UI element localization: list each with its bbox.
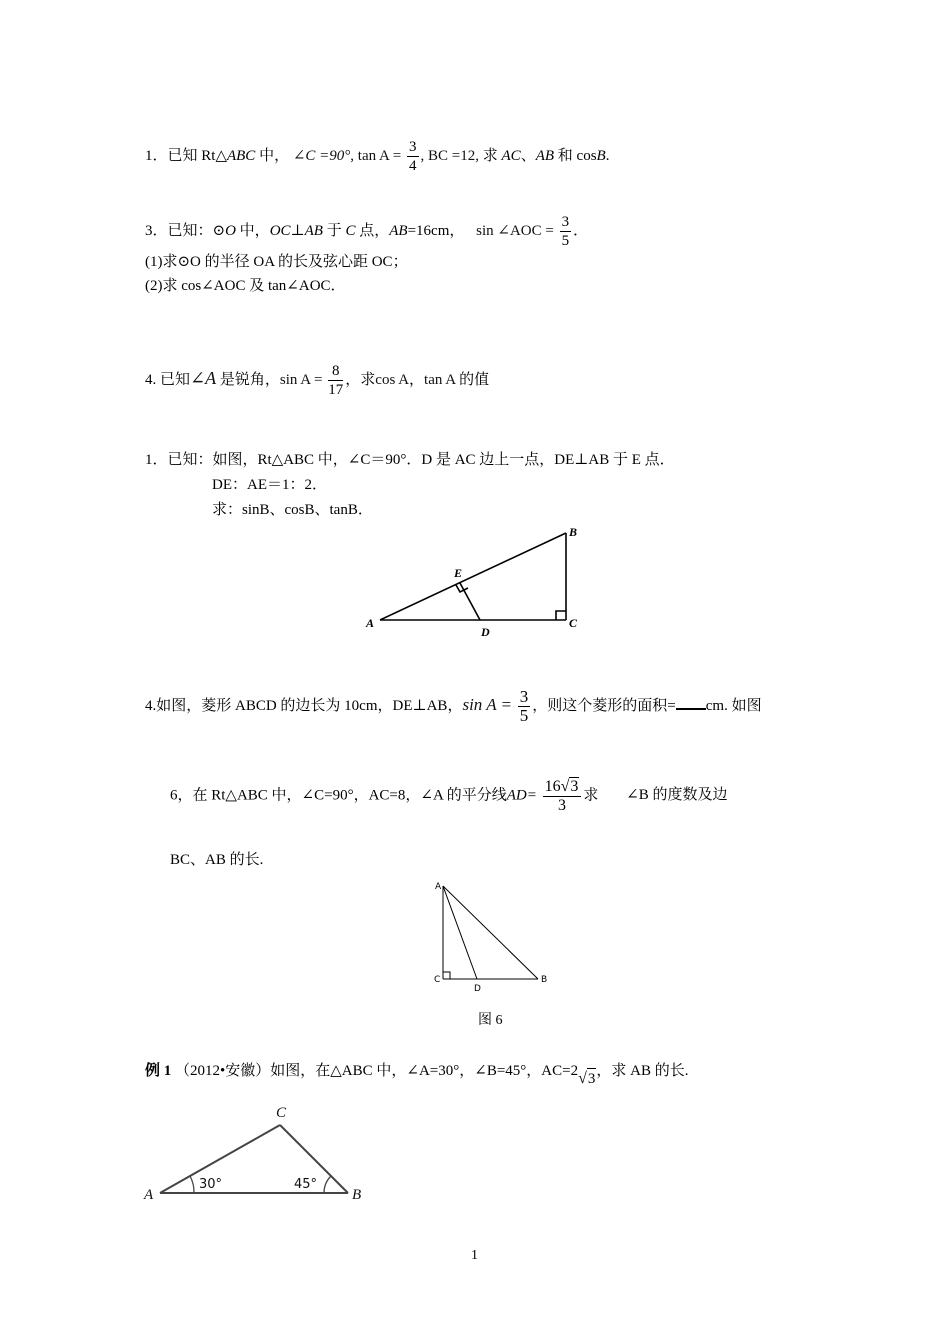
fraction-numerator: 3: [519, 687, 529, 706]
segment-de: [460, 583, 480, 620]
problem-1-ask: 求: [479, 147, 502, 164]
right-angle-c: [443, 972, 450, 979]
problem-3-len: =16cm，: [407, 222, 465, 239]
problem-4b-fraction: [518, 688, 531, 725]
example-1-end: ，求 AB 的长.: [596, 1063, 689, 1079]
problem-4-ask: ，求: [345, 371, 376, 388]
label-e: E: [454, 566, 463, 580]
problem-3-line-2: (1)求⊙O 的半径 OA 的长及弦心距 OC；: [145, 254, 408, 270]
problem-6-angle-b: ∠B 的度数及边: [626, 787, 728, 804]
fraction-denominator: 17: [328, 382, 344, 398]
label-c: C: [434, 975, 441, 985]
problem-1-bc: , BC =12,: [420, 147, 479, 164]
fraction-denominator: 4: [409, 158, 417, 174]
label-c: C: [276, 1105, 287, 1121]
problem-1-ab: AB: [535, 147, 555, 164]
problem-1-number: 1．: [145, 147, 168, 164]
problem-3-sin: sin ∠AOC =: [476, 222, 554, 239]
arc-angle-b: [324, 1176, 331, 1193]
label-angle-a: 30°: [199, 1177, 223, 1192]
problem-6-ad: AD=: [506, 787, 537, 804]
problem-4-pre: 4. 已知: [145, 371, 191, 388]
problem-1b-line-3: 求：sinB、cosB、tanB．: [212, 502, 373, 518]
problem-1-given: 已知 Rt△: [167, 147, 227, 164]
problem-1-fraction: [407, 138, 419, 175]
problem-3-oc-ab: OC⊥AB: [269, 222, 323, 239]
problem-4-comma: ，: [409, 371, 425, 388]
problem-4-cos-a: cos A: [375, 371, 410, 388]
problem-4-end: 的值: [455, 371, 490, 388]
problem-4: [145, 362, 489, 399]
problem-4b-unit: cm. 如图: [705, 697, 762, 714]
problem-3-line-1: [145, 213, 588, 250]
side-ab: [443, 886, 538, 979]
fraction-numerator: 3: [561, 214, 570, 230]
problem-3-ab: AB: [389, 222, 408, 239]
problem-4b-sin-a: sin A =: [462, 694, 513, 714]
label-a: A: [144, 1187, 154, 1203]
fraction-numerator-radicand: 3: [570, 778, 579, 795]
example-1-radicand: 3: [587, 1068, 597, 1089]
label-b: B: [541, 975, 548, 985]
problem-6-ask: 求: [583, 787, 599, 804]
problem-1-angle-c: ∠C =90°: [292, 147, 351, 164]
label-d: D: [474, 984, 481, 994]
example-1: 例 1 （2012•安徽）如图，在△ABC 中，∠A=30°，∠B=45°，AC=2√3，求 AB 的长.: [145, 1063, 689, 1087]
example-1-text: （2012•安徽）如图，在△ABC 中，∠A=30°，∠B=45°，AC=2: [175, 1063, 579, 1079]
problem-4-fraction: [328, 362, 343, 399]
problem-1b-line-1: 1．已知：如图，Rt△ABC 中，∠C＝90°．D 是 AC 边上一点，DE⊥AB 于 E 点．: [145, 452, 675, 468]
problem-1-abc: ABC: [226, 147, 256, 164]
problem-1-ac: AC: [501, 147, 521, 164]
segment-ad: [443, 886, 477, 979]
page-number: 1: [471, 1248, 478, 1263]
problem-6-fraction: $\frac{16√3}{3}$: [543, 777, 582, 815]
problem-1-end: .: [605, 147, 610, 164]
problem-4b-pre: 4.如图，菱形 ABCD 的边长为 10cm，DE⊥AB，: [145, 697, 463, 714]
problem-4b: [145, 688, 762, 725]
problem-6-line-1: [170, 777, 727, 815]
label-angle-b: 45°: [294, 1177, 318, 1192]
example-1-label: 例 1: [145, 1063, 172, 1079]
problem-3-mid: 中，: [235, 222, 270, 239]
problem-3-c-pre: 于: [322, 222, 346, 239]
problem-3-dot: ．: [573, 222, 589, 239]
arc-angle-a: [190, 1176, 194, 1193]
problem-1-mid: 中，: [255, 147, 290, 164]
problem-4-sin-a: sin A =: [279, 371, 323, 388]
label-b: B: [569, 525, 578, 539]
label-c: C: [569, 616, 578, 630]
problem-3-line-3: (2)求 cos∠AOC 及 tan∠AOC．: [145, 278, 346, 294]
label-b: B: [352, 1187, 362, 1203]
label-a: A: [435, 882, 442, 892]
label-d: D: [481, 625, 490, 639]
triangle-figure-6: [430, 875, 560, 995]
right-angle-c: [556, 611, 566, 620]
problem-4-tan-a: tan A: [424, 371, 456, 388]
fraction-denominator: 3: [557, 797, 566, 814]
problem-6-line-2: BC、AB 的长.: [170, 852, 264, 868]
problem-3-c: C: [345, 222, 356, 239]
problem-1-tan-a: , tan A =: [350, 147, 402, 164]
problem-1-sep: 、: [520, 147, 536, 164]
problem-1-b: B: [596, 147, 606, 164]
answer-blank[interactable]: [676, 694, 706, 710]
fraction-numerator-int: 16: [544, 778, 561, 795]
problem-4-angle-a: ∠A: [190, 367, 217, 388]
triangle-figure-1: [360, 520, 590, 645]
fraction-numerator: 8: [328, 362, 343, 381]
fraction-denominator: 5: [561, 233, 570, 249]
figure-6-caption: 图 6: [478, 1013, 503, 1028]
fraction-denominator: 5: [519, 706, 529, 725]
label-a: A: [366, 616, 375, 630]
problem-1: [145, 138, 609, 175]
problem-4-mid: 是锐角，: [216, 371, 280, 388]
problem-1-and: 和 cos: [554, 147, 597, 164]
problem-3-pre: 3．已知：⊙: [145, 222, 226, 239]
problem-1b-line-2: DE：AE＝1：2．: [212, 477, 327, 493]
problem-3-fraction: [560, 213, 572, 250]
triangle-figure-example: [140, 1098, 375, 1206]
problem-4b-post: ，则这个菱形的面积=: [532, 697, 676, 714]
problem-3-d: 点，: [355, 222, 390, 239]
problem-3-o: O: [225, 222, 236, 239]
fraction-numerator: 3: [409, 139, 417, 155]
problem-6-pre: 6，在 Rt△ABC 中，∠C=90°，AC=8，∠A 的平分线: [170, 787, 507, 804]
